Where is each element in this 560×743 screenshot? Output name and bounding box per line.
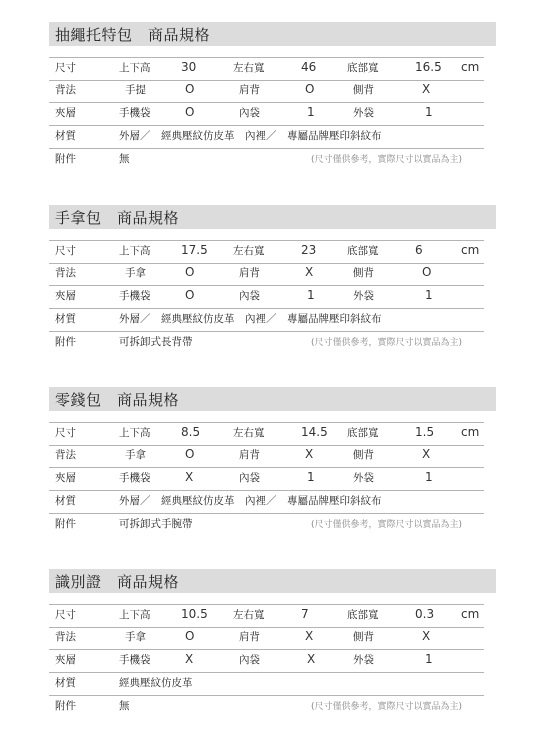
bottom-label: 底部寬: [347, 62, 379, 74]
shoulder-value: O: [305, 82, 315, 96]
width-label: 左右寬: [233, 609, 265, 621]
section-title-bar: [49, 205, 496, 229]
section-title: 抽繩托特包 商品規格: [55, 25, 211, 44]
outer-pocket-label: 外袋: [353, 654, 374, 666]
width-label: 左右寬: [233, 62, 265, 74]
layer-row: [49, 650, 484, 673]
accessory-value: 可拆卸式手腕帶: [119, 518, 193, 530]
size-row: [49, 604, 484, 628]
side-label: 側背: [353, 631, 374, 643]
accessory-label: 附件: [55, 336, 76, 348]
unit-label: cm: [461, 243, 480, 257]
carry-row: [49, 445, 484, 468]
outer-pocket-value: 1: [425, 288, 433, 302]
material-value: 外層／ 經典壓紋仿皮革 內裡／ 專屬品牌壓印斜紋布: [119, 313, 382, 325]
shoulder-label: 肩背: [239, 631, 260, 643]
inner-pocket-value: 1: [307, 288, 315, 302]
side-value: O: [422, 265, 432, 279]
material-label: 材質: [55, 495, 76, 507]
phone-pocket-value: O: [185, 288, 195, 302]
width-value: 23: [301, 243, 317, 257]
section-title-bar: [49, 569, 496, 593]
side-label: 側背: [353, 84, 374, 96]
width-value: 14.5: [301, 425, 328, 439]
size-disclaimer-note: (尺寸僅供參考，實際尺寸以實品為主): [311, 155, 463, 165]
layer-label: 夾層: [55, 472, 76, 484]
hand-label: 手拿: [125, 631, 146, 643]
inner-pocket-label: 內袋: [239, 107, 260, 119]
size-row: [49, 57, 484, 81]
accessory-row: [49, 332, 484, 354]
height-value: 8.5: [181, 425, 201, 439]
accessory-row: [49, 149, 484, 171]
accessory-label: 附件: [55, 700, 76, 712]
side-label: 側背: [353, 267, 374, 279]
width-value: 7: [301, 607, 309, 621]
bottom-value: 1.5: [415, 425, 435, 439]
height-label: 上下高: [119, 609, 151, 621]
phone-pocket-value: X: [185, 470, 194, 484]
bottom-value: 0.3: [415, 607, 435, 621]
phone-pocket-label: 手機袋: [119, 290, 151, 302]
outer-pocket-label: 外袋: [353, 290, 374, 302]
side-value: X: [422, 82, 431, 96]
size-disclaimer-note: (尺寸僅供參考，實際尺寸以實品為主): [311, 338, 463, 348]
layer-row: [49, 286, 484, 309]
material-label: 材質: [55, 677, 76, 689]
phone-pocket-value: X: [185, 652, 194, 666]
height-label: 上下高: [119, 245, 151, 257]
hand-label: 手拿: [125, 267, 146, 279]
outer-pocket-value: 1: [425, 652, 433, 666]
height-value: 17.5: [181, 243, 208, 257]
size-label: 尺寸: [55, 427, 76, 439]
section-title: 零錢包 商品規格: [55, 390, 180, 409]
hand-value: O: [185, 265, 195, 279]
size-label: 尺寸: [55, 62, 76, 74]
hand-value: O: [185, 447, 195, 461]
size-label: 尺寸: [55, 245, 76, 257]
material-value: 經典壓紋仿皮革: [119, 677, 193, 689]
size-disclaimer-note: (尺寸僅供參考，實際尺寸以實品為主): [311, 520, 463, 530]
bottom-label: 底部寬: [347, 609, 379, 621]
phone-pocket-label: 手機袋: [119, 472, 151, 484]
unit-label: cm: [461, 425, 480, 439]
material-row: [49, 491, 484, 514]
outer-pocket-label: 外袋: [353, 107, 374, 119]
outer-pocket-value: 1: [425, 470, 433, 484]
inner-pocket-label: 內袋: [239, 290, 260, 302]
material-value: 外層／ 經典壓紋仿皮革 內裡／ 專屬品牌壓印斜紋布: [119, 495, 382, 507]
bottom-value: 6: [415, 243, 423, 257]
side-label: 側背: [353, 449, 374, 461]
accessory-label: 附件: [55, 518, 76, 530]
carry-row: [49, 263, 484, 286]
size-disclaimer-note: (尺寸僅供參考，實際尺寸以實品為主): [311, 702, 463, 712]
size-row: [49, 422, 484, 446]
carry-label: 背法: [55, 84, 76, 96]
layer-row: [49, 468, 484, 491]
accessory-value: 無: [119, 700, 130, 712]
height-label: 上下高: [119, 427, 151, 439]
section-title: 手拿包 商品規格: [55, 208, 180, 227]
accessory-value: 無: [119, 153, 130, 165]
outer-pocket-label: 外袋: [353, 472, 374, 484]
carry-label: 背法: [55, 267, 76, 279]
material-label: 材質: [55, 130, 76, 142]
layer-label: 夾層: [55, 107, 76, 119]
accessory-value: 可拆卸式長背帶: [119, 336, 193, 348]
side-value: X: [422, 629, 431, 643]
width-value: 46: [301, 60, 317, 74]
inner-pocket-value: X: [307, 652, 316, 666]
bottom-value: 16.5: [415, 60, 442, 74]
material-row: [49, 126, 484, 149]
hand-value: O: [185, 629, 195, 643]
bottom-label: 底部寬: [347, 245, 379, 257]
inner-pocket-label: 內袋: [239, 472, 260, 484]
height-value: 10.5: [181, 607, 208, 621]
carry-label: 背法: [55, 449, 76, 461]
width-label: 左右寬: [233, 427, 265, 439]
carry-row: [49, 80, 484, 103]
shoulder-value: X: [305, 629, 314, 643]
accessory-label: 附件: [55, 153, 76, 165]
bottom-label: 底部寬: [347, 427, 379, 439]
material-row: [49, 673, 484, 696]
phone-pocket-label: 手機袋: [119, 654, 151, 666]
shoulder-value: X: [305, 265, 314, 279]
phone-pocket-label: 手機袋: [119, 107, 151, 119]
inner-pocket-value: 1: [307, 105, 315, 119]
shoulder-value: X: [305, 447, 314, 461]
section-title-bar: [49, 387, 496, 411]
unit-label: cm: [461, 607, 480, 621]
accessory-row: [49, 696, 484, 718]
carry-row: [49, 627, 484, 650]
shoulder-label: 肩背: [239, 449, 260, 461]
material-label: 材質: [55, 313, 76, 325]
layer-row: [49, 103, 484, 126]
size-label: 尺寸: [55, 609, 76, 621]
hand-value: O: [185, 82, 195, 96]
inner-pocket-label: 內袋: [239, 654, 260, 666]
outer-pocket-value: 1: [425, 105, 433, 119]
section-title: 識別證 商品規格: [55, 572, 180, 591]
material-row: [49, 309, 484, 332]
accessory-row: [49, 514, 484, 536]
side-value: X: [422, 447, 431, 461]
section-title-bar: [49, 22, 496, 46]
layer-label: 夾層: [55, 654, 76, 666]
phone-pocket-value: O: [185, 105, 195, 119]
hand-label: 手拿: [125, 449, 146, 461]
height-value: 30: [181, 60, 197, 74]
unit-label: cm: [461, 60, 480, 74]
hand-label: 手提: [125, 84, 146, 96]
width-label: 左右寬: [233, 245, 265, 257]
shoulder-label: 肩背: [239, 267, 260, 279]
material-value: 外層／ 經典壓紋仿皮革 內裡／ 專屬品牌壓印斜紋布: [119, 130, 382, 142]
carry-label: 背法: [55, 631, 76, 643]
shoulder-label: 肩背: [239, 84, 260, 96]
size-row: [49, 240, 484, 264]
layer-label: 夾層: [55, 290, 76, 302]
inner-pocket-value: 1: [307, 470, 315, 484]
height-label: 上下高: [119, 62, 151, 74]
